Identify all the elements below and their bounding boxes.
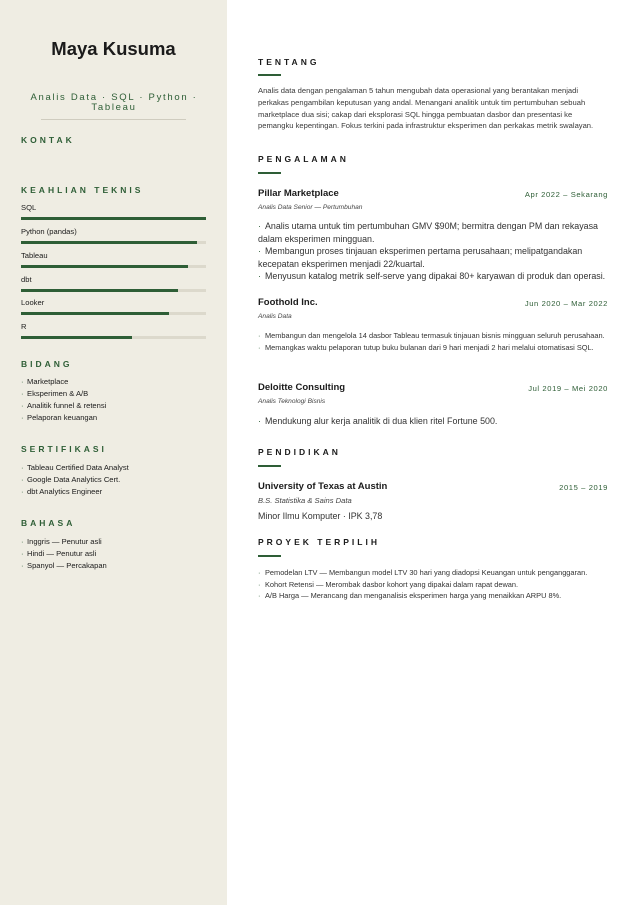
section-divider [258,465,281,467]
skill-bar [21,336,206,339]
list-item: · Hindi — Penutur asli [21,548,107,560]
list-item: · Memangkas waktu pelaporan tutup buku bulanan dari 9 hari menjadi 2 hari melalui otomatisasi SQL. [258,342,613,354]
skill-bar [21,265,206,268]
list-item: · Kohort Retensi — Merombak dasbor kohort yang dipakai dalam rapat dewan. [258,579,613,591]
job-date: Apr 2022 – Sekarang [524,190,608,199]
list-item: · Google Data Analytics Cert. [21,474,129,486]
list-item: · Pemodelan LTV — Membangun model LTV 30 hari yang diadopsi Keuangan untuk penganggaran. [258,567,613,579]
job-bullets [258,220,613,283]
list-item: · Menyusun katalog metrik self-serve yang dipakai 80+ karyawan di produk dan operasi. [258,270,613,283]
projects-heading: PROYEK TERPILIH [258,537,380,547]
job-company: Deloitte Consulting [258,382,346,393]
list-item: · Pelaporan keuangan [21,412,106,424]
contact-heading: KONTAK [21,135,75,145]
skills-heading: KEAHLIAN TEKNIS [21,185,144,195]
languages-heading: BAHASA [21,518,76,528]
skill-bar [21,241,206,244]
languages-list [21,536,107,572]
main-content [227,0,640,905]
skill-bar-fill [21,312,169,315]
skill-bar-fill [21,241,197,244]
skill-label: Tableau [21,251,48,260]
list-item: · Eksperimen & A/B [21,388,106,400]
section-divider [258,74,281,76]
job-date: Jul 2019 – Mei 2020 [528,384,608,393]
skill-bar-fill [21,336,132,339]
job-bullets [258,330,613,353]
skill-bar-fill [21,265,188,268]
job-company: Pillar Marketplace [258,188,339,199]
skill-label: dbt [21,275,32,284]
skill-label: R [21,322,27,331]
skill-bar [21,312,206,315]
section-divider [258,172,281,174]
list-item: · Spanyol — Percakapan [21,560,107,572]
tagline-divider [41,119,186,120]
list-item: · A/B Harga — Merancang dan menganalisis eksperimen harga yang menaikkan ARPU 8%. [258,590,613,602]
job-date: Jun 2020 – Mar 2022 [524,299,608,308]
about-heading: TENTANG [258,57,320,67]
fields-heading: BIDANG [21,359,73,369]
list-item: · dbt Analytics Engineer [21,486,129,498]
fields-list [21,376,106,424]
job-role: Analis Teknologi Bisnis [258,398,326,405]
job-company: Foothold Inc. [258,297,318,308]
list-item: · Analitik funnel & retensi [21,400,106,412]
skill-label: Looker [21,298,45,307]
job-bullets [258,415,613,428]
education-degree: B.S. Statistika & Sains Data [258,496,352,505]
education-school: University of Texas at Austin [258,481,388,492]
education-heading: PENDIDIKAN [258,447,341,457]
skill-bar [21,289,206,292]
skill-bar-fill [21,217,206,220]
list-item: · Tableau Certified Data Analyst [21,462,129,474]
candidate-tagline: Analis Data · SQL · Python · Tableau [30,92,198,113]
job-role: Analis Data [258,313,292,320]
list-item: · Membangun dan mengelola 14 dasbor Tableau termasuk tinjauan bisnis mingguan seluruh perusahaan. [258,330,613,342]
job-role: Analis Data Senior — Pertumbuhan [258,204,363,211]
list-item: · Mendukung alur kerja analitik di dua klien ritel Fortune 500. [258,415,613,428]
list-item: · Membangun proses tinjauan eksperimen pertama perusahaan; melipatgandakan kecepatan eksperimen menjadi 22/kuartal. [258,245,613,270]
skill-label: Python (pandas) [21,227,77,236]
education-date: 2015 – 2019 [559,483,608,492]
certs-list [21,462,129,498]
section-divider [258,555,281,557]
experience-heading: PENGALAMAN [258,154,349,164]
education-minor: Minor Ilmu Komputer · IPK 3,78 [258,511,383,521]
list-item: · Analis utama untuk tim pertumbuhan GMV $90M; bermitra dengan PM dan rekayasa dalam eksperimen mingguan. [258,220,613,245]
list-item: · Marketplace [21,376,106,388]
about-text: Analis data dengan pengalaman 5 tahun mengubah data operasional yang berantakan menjadi perkakas pengambilan keputusan yang andal. Menangani analitik untuk tim pertumbuhan sebuah marketplace dua sisi; cakap dari eksplorasi SQL hingga pembuatan dasbor dan presentasi ke pemangku kepentingan. Fokus terkini pada infrastruktur eksperimen dan perkakas metrik swalayan. [258,86,594,131]
sidebar [0,0,227,905]
list-item: · Inggris — Penutur asli [21,536,107,548]
projects-list [258,567,613,602]
skill-label: SQL [21,203,37,212]
certs-heading: SERTIFIKASI [21,444,107,454]
candidate-name: Maya Kusuma [51,38,176,59]
skill-bar-fill [21,289,178,292]
skill-bar [21,217,206,220]
